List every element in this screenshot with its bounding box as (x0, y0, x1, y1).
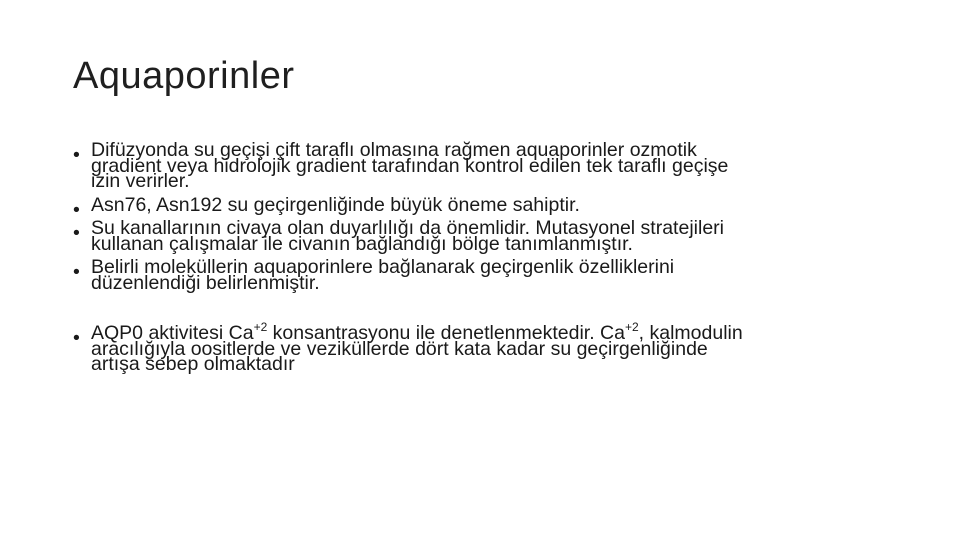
bullet-line: Su kanallarının civaya olan duyarlılığı da önemlidir. Mutasyonel stratejileri (91, 217, 724, 239)
bullet-line: aracılığıyla oositlerde ve veziküllerde dört kata kadar su geçirgenliğinde (91, 337, 708, 360)
text-run: , kalmodulin (638, 322, 743, 344)
bullet-line: artışa sebep olmaktadır (91, 353, 295, 375)
bullet-dot: • (73, 327, 80, 349)
bullet-dot: • (73, 198, 80, 221)
text-run: AQP0 aktivitesi Ca (91, 322, 254, 344)
spacer (73, 291, 903, 326)
bullet-line: kullanan çalışmalar ile civanın bağlandığı bölge tanımlanmıştır. (91, 232, 633, 255)
text-run: konsantrasyonu ile denetlenmektedir. Ca (267, 322, 625, 344)
bullet-line: Belirli moleküllerin aquaporinlere bağlanarak geçirgenlik özelliklerini (91, 256, 675, 278)
bullet-dot: • (73, 144, 80, 166)
bullet-line: Asn76, Asn192 su geçirgenliğinde büyük öneme sahiptir. (91, 193, 580, 216)
bullet-item (73, 217, 903, 255)
bullet-line: düzenlendiği belirlenmiştir. (91, 271, 320, 294)
slide-body (73, 139, 903, 375)
bullet-item-aqp0 (73, 319, 903, 375)
bullet-item (73, 139, 903, 192)
superscript: +2 (624, 319, 639, 334)
bullet-dot: • (73, 222, 80, 244)
bullet-line: Difüzyonda su geçişi çift taraflı olmasına rağmen aquaporinler ozmotik (91, 139, 697, 161)
bullet-line: gradient veya hidrolojik gradient tarafından kontrol edilen tek taraflı geçişe (91, 154, 729, 177)
bullet-dot: • (73, 261, 80, 283)
superscript: +2 (253, 319, 268, 334)
slide-title: Aquaporinler (73, 55, 295, 97)
bullet-item (73, 256, 903, 294)
bullet-item (73, 193, 903, 221)
bullet-line: izin verirler. (91, 170, 190, 192)
